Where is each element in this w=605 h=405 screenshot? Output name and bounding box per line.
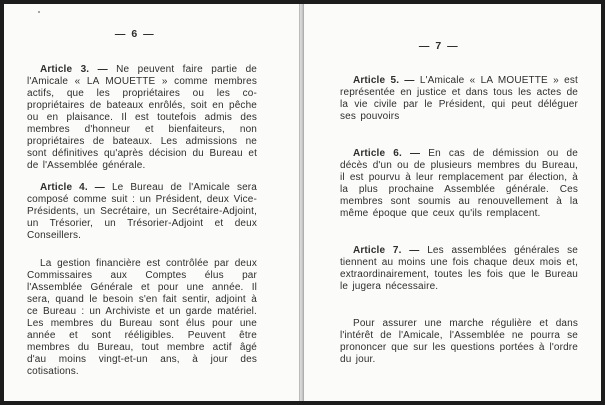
financial-management-text: La gestion financière est contrôlée par deux Commissaires aux Comptes élus par l'Assemblée Générale et pour une année. Il sera, quand le besoin s'en fait sentir, adjoint à ce Bureau : un Archiviste et un garde matériel. Les membres du Bureau sont élus pour une année et sont rééligibles. Peuvent être membres du Bureau, tout membre actif âgé d'au moins vingt-et-un ans, à jour des cotisations. (27, 258, 257, 377)
article-6-paragraph (340, 148, 578, 220)
article-4-text: Le Bureau de l'Amicale sera composé comme suit : un Président, deux Vice-Présidents, un Secrétaire, un Secrétaire-Adjoint, un Trésorier, un Trésorier-Adjoint et deux Conseillers. (27, 182, 258, 241)
financial-management-paragraph (27, 258, 257, 378)
article-3-heading: Article 3. — (40, 64, 108, 75)
article-4-paragraph (27, 182, 257, 242)
scan-speck (38, 11, 40, 13)
article-5-paragraph (340, 75, 578, 123)
article-7-text: Les assemblées générales se tiennent au moins une fois chaque deux mois et, extraordinairement, toutes les fois que le Bureau le jugera nécessaire. (340, 245, 578, 292)
article-5-heading: Article 5. — (353, 75, 415, 86)
agenda-text: Pour assurer une marche régulière et dans l'intérêt de l'Amicale, l'Assemblée ne pourra se prononcer que sur les questions portées à l'ordre du jour. (340, 318, 578, 365)
article-3-paragraph (27, 64, 257, 172)
agenda-paragraph (340, 318, 578, 366)
article-5-text: L'Amicale « LA MOUETTE » est représentée en justice et dans tous les actes de la vie civile par le Président, qui peut déléguer ses pouvoirs (340, 75, 578, 122)
article-6-text: En cas de démission ou de décès d'un ou de plusieurs membres du Bureau, il est pourvu à leur remplacement par élection, à la plus prochaine Assemblée générale. Ces membres sont soumis au renouvellement à la même époque que ceux qu'ils remplacent. (340, 148, 578, 219)
page-number-6: — 6 — (114, 28, 156, 40)
page-6 (4, 4, 299, 401)
page-7 (304, 4, 601, 401)
article-3-text: Ne peuvent faire partie de l'Amicale « LA MOUETTE » comme membres actifs, que les propriétaires ou les co-propriétaires de bateaux enrôlés, soit en pêche ou en plaisance. Il est toutefois admis des membres d'honneur et bienfaiteurs, non propriétaires de bateaux. Les admissions ne sont définitives qu'après décision du Bureau et de l'Assemblée générale. (27, 64, 257, 171)
article-4-heading: Article 4. — (40, 182, 105, 193)
article-7-heading: Article 7. — (353, 245, 420, 256)
article-6-heading: Article 6. — (353, 148, 421, 159)
page-number-7: — 7 — (418, 40, 460, 52)
article-7-paragraph (340, 245, 578, 293)
